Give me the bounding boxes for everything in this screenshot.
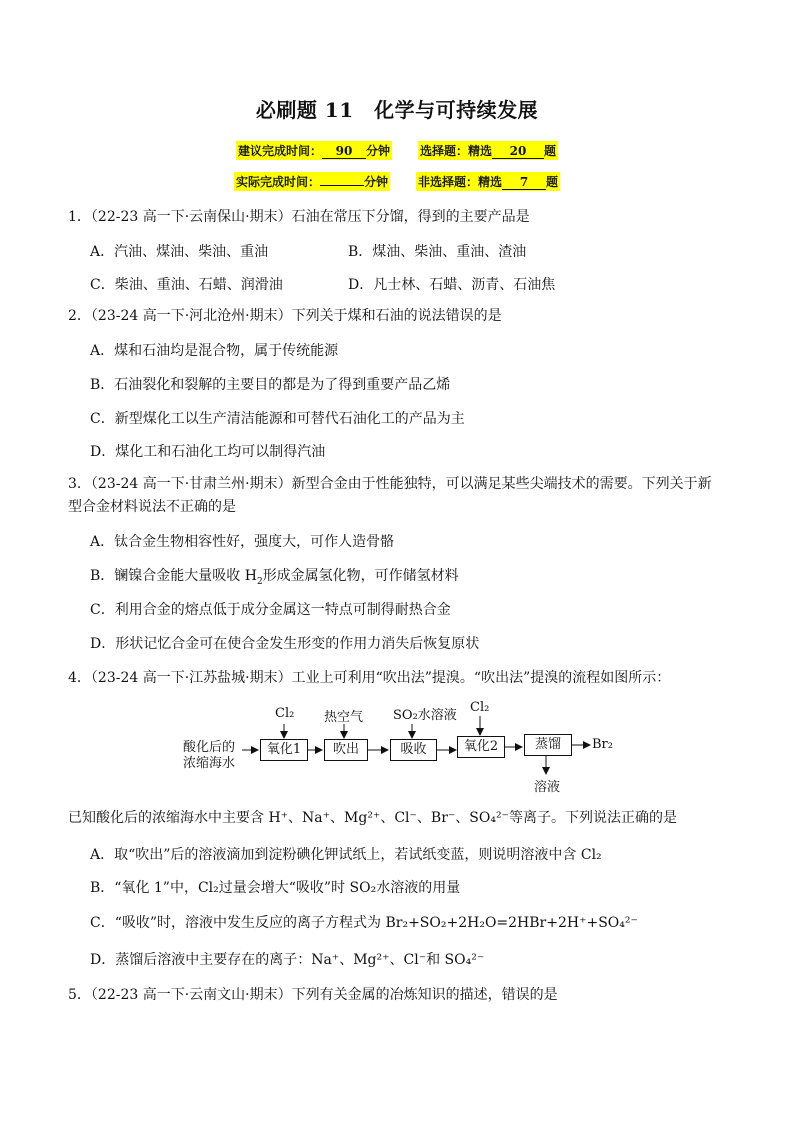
flow-box-distill: 蒸馏 <box>524 734 572 756</box>
q3-option-b <box>90 565 459 587</box>
q2-option-a: A．煤和石油均是混合物，属于传统能源 <box>90 343 339 359</box>
actual-value <box>320 185 364 186</box>
flow-box-oxidation-1: 氧化1 <box>260 739 308 761</box>
minute-label: 分钟 <box>363 175 388 189</box>
flow-start-line1: 酸化后的 <box>183 740 236 755</box>
timing-row-actual <box>0 172 794 191</box>
question-5-stem: 5．（22-23 高一下·云南文山·期末）下列有关金属的冶炼知识的描述，错误的是 <box>68 987 558 1003</box>
q4-option-a: A．取“吹出”后的溶液滴加到淀粉碘化钾试纸上，若试纸变蓝，则说明溶液中含 Cl₂ <box>90 847 602 863</box>
q3-option-b-sub: 2 <box>256 576 263 587</box>
choice-count <box>418 141 558 160</box>
question-3-stem-line1: 3．（23-24 高一下·甘肃兰州·期末）新型合金由于性能独特，可以满足某些尖端技术的需要。下列关于新 <box>68 476 712 492</box>
q2-option-c: C．新型煤化工以生产清洁能源和可替代石油化工的产品为主 <box>90 411 465 427</box>
q3-option-d: D．形状记忆合金可在使合金发生形变的作用力消失后恢复原状 <box>90 636 480 652</box>
nonchoice-label: 非选择题：精选 <box>418 175 503 189</box>
q4-option-c: C．“吸收”时，溶液中发生反应的离子方程式为 Br₂+SO₂+2H₂O=2HBr+2H⁺+SO₄²⁻ <box>90 915 638 931</box>
q3-option-a: A．钛合金生物相容性好，强度大，可作人造骨骼 <box>90 534 395 550</box>
page-title: 必刷题 11 化学与可持续发展 <box>255 98 539 122</box>
ti-label: 题 <box>546 175 559 189</box>
flow-cl2-1: Cl₂ <box>275 706 295 721</box>
q1-option-b: B．煤油、柴油、重油、渣油 <box>348 244 527 260</box>
flow-hot-air: 热空气 <box>324 710 364 725</box>
q2-option-b: B．石油裂化和裂解的主要目的都是为了得到重要产品乙烯 <box>90 377 451 393</box>
q4-option-b: B．“氧化 1”中，Cl₂过量会增大“吸收”时 SO₂水溶液的用量 <box>90 880 461 896</box>
q3-option-b-post: 形成金属氢化物，可作储氢材料 <box>262 568 459 584</box>
choice-value: 20 <box>492 144 544 159</box>
suggest-value: 90 <box>322 144 366 159</box>
suggest-time <box>236 141 392 160</box>
q4-option-d: D．蒸馏后溶液中主要存在的离子：Na⁺、Mg²⁺、Cl⁻和 SO₄²⁻ <box>90 952 485 968</box>
ti-label: 题 <box>544 144 557 158</box>
timing-row-suggest <box>0 141 794 160</box>
actual-time <box>234 172 390 191</box>
question-4-known: 已知酸化后的浓缩海水中主要含 H⁺、Na⁺、Mg²⁺、Cl⁻、Br⁻、SO₄²⁻等离子。下列说法正确的是 <box>68 810 677 826</box>
question-1-stem: 1．（22-23 高一下·云南保山·期末）石油在常压下分馏，得到的主要产品是 <box>68 209 530 225</box>
actual-label: 实际完成时间： <box>235 175 320 189</box>
minute-label: 分钟 <box>365 144 390 158</box>
nonchoice-value: 7 <box>502 175 546 190</box>
flow-start-line2: 浓缩海水 <box>183 756 236 771</box>
q1-option-a: A．汽油、煤油、柴油、重油 <box>90 244 269 260</box>
q1-option-c: C．柴油、重油、石蜡、润滑油 <box>90 277 283 293</box>
q3-option-b-pre: B．镧镍合金能大量吸收 H <box>90 568 257 584</box>
flow-cl2-2: Cl₂ <box>470 700 490 715</box>
nonchoice-count <box>416 172 560 191</box>
question-3-stem-line2: 型合金材料说法不正确的是 <box>68 499 236 515</box>
question-2-stem: 2．（23-24 高一下·河北沧州·期末）下列关于煤和石油的说法错误的是 <box>68 308 502 324</box>
q3-option-c: C．利用合金的熔点低于成分金属这一特点可制得耐热合金 <box>90 602 451 618</box>
q2-option-d: D．煤化工和石油化工均可以制得汽油 <box>90 444 326 460</box>
choice-label: 选择题：精选 <box>420 144 493 158</box>
flow-product-br2: Br₂ <box>592 737 613 752</box>
question-4-stem: 4．（23-24 高一下·江苏盐城·期末）工业上可利用“吹出法”提溴。“吹出法”提溴的流程如图所示： <box>68 670 671 686</box>
flow-box-blow-out: 吹出 <box>324 739 368 761</box>
flow-so2-solution: SO₂水溶液 <box>393 708 457 723</box>
flow-box-oxidation-2: 氧化2 <box>457 736 505 758</box>
flow-solution: 溶液 <box>534 780 561 795</box>
flow-box-absorb: 吸收 <box>390 739 437 761</box>
q1-option-d: D．凡士林、石蜡、沥青、石油焦 <box>348 277 556 293</box>
bromine-flow-diagram <box>180 700 640 800</box>
suggest-label: 建议完成时间： <box>237 144 322 158</box>
